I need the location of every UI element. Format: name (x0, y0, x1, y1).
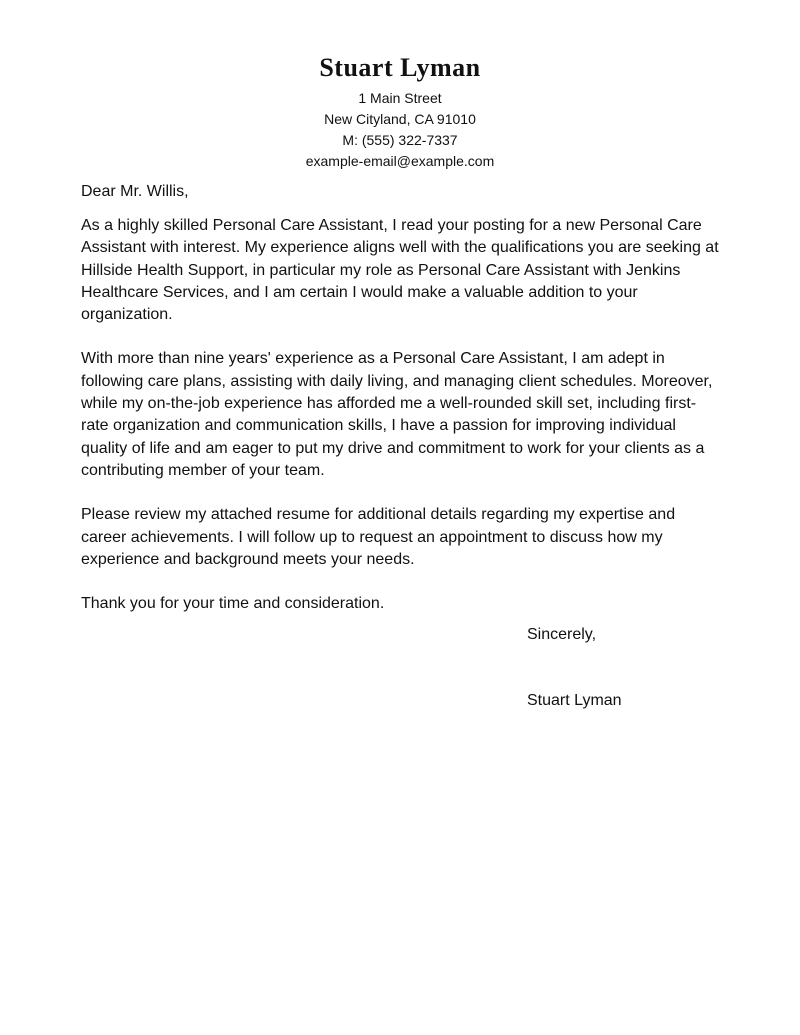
letter-body (81, 215, 721, 637)
sender-name: Stuart Lyman (319, 53, 481, 82)
sender-email: example-email@example.com (305, 153, 495, 169)
sender-street: 1 Main Street (358, 90, 442, 106)
letter-header (0, 52, 800, 172)
body-paragraph: As a highly skilled Personal Care Assistant, I read your posting for a new Personal Care Assistant with interest. My experience aligns well with the qualifications you are seeking at Hillside Health Support, in particular my role as Personal Care Assistant with Jenkins Healthcare Services, and I am certain I would make a valuable addition to your organization. (81, 217, 719, 324)
closing: Sincerely, (527, 626, 597, 643)
signature-name: Stuart Lyman (527, 692, 622, 709)
sender-city-line: New Cityland, CA 91010 (324, 111, 476, 127)
body-paragraph: Please review my attached resume for additional details regarding my expertise and career achievements. I will follow up to request an appointment to discuss how my experience and background meets your needs. (81, 506, 676, 568)
salutation: Dear Mr. Willis, (81, 183, 189, 200)
sender-phone: M: (555) 322-7337 (342, 132, 458, 148)
body-paragraph: Thank you for your time and consideration. (81, 595, 385, 613)
body-paragraph: With more than nine years' experience as a Personal Care Assistant, I am adept in following care plans, assisting with daily living, and managing client schedules. Moreover, while my on-the-job experience has afforded me a well-rounded skill set, including first-rate organization and communication skills, I have a passion for improving individual quality of life and am eager to put my drive and commitment to work for your clients as a contributing member of your team. (81, 350, 713, 479)
